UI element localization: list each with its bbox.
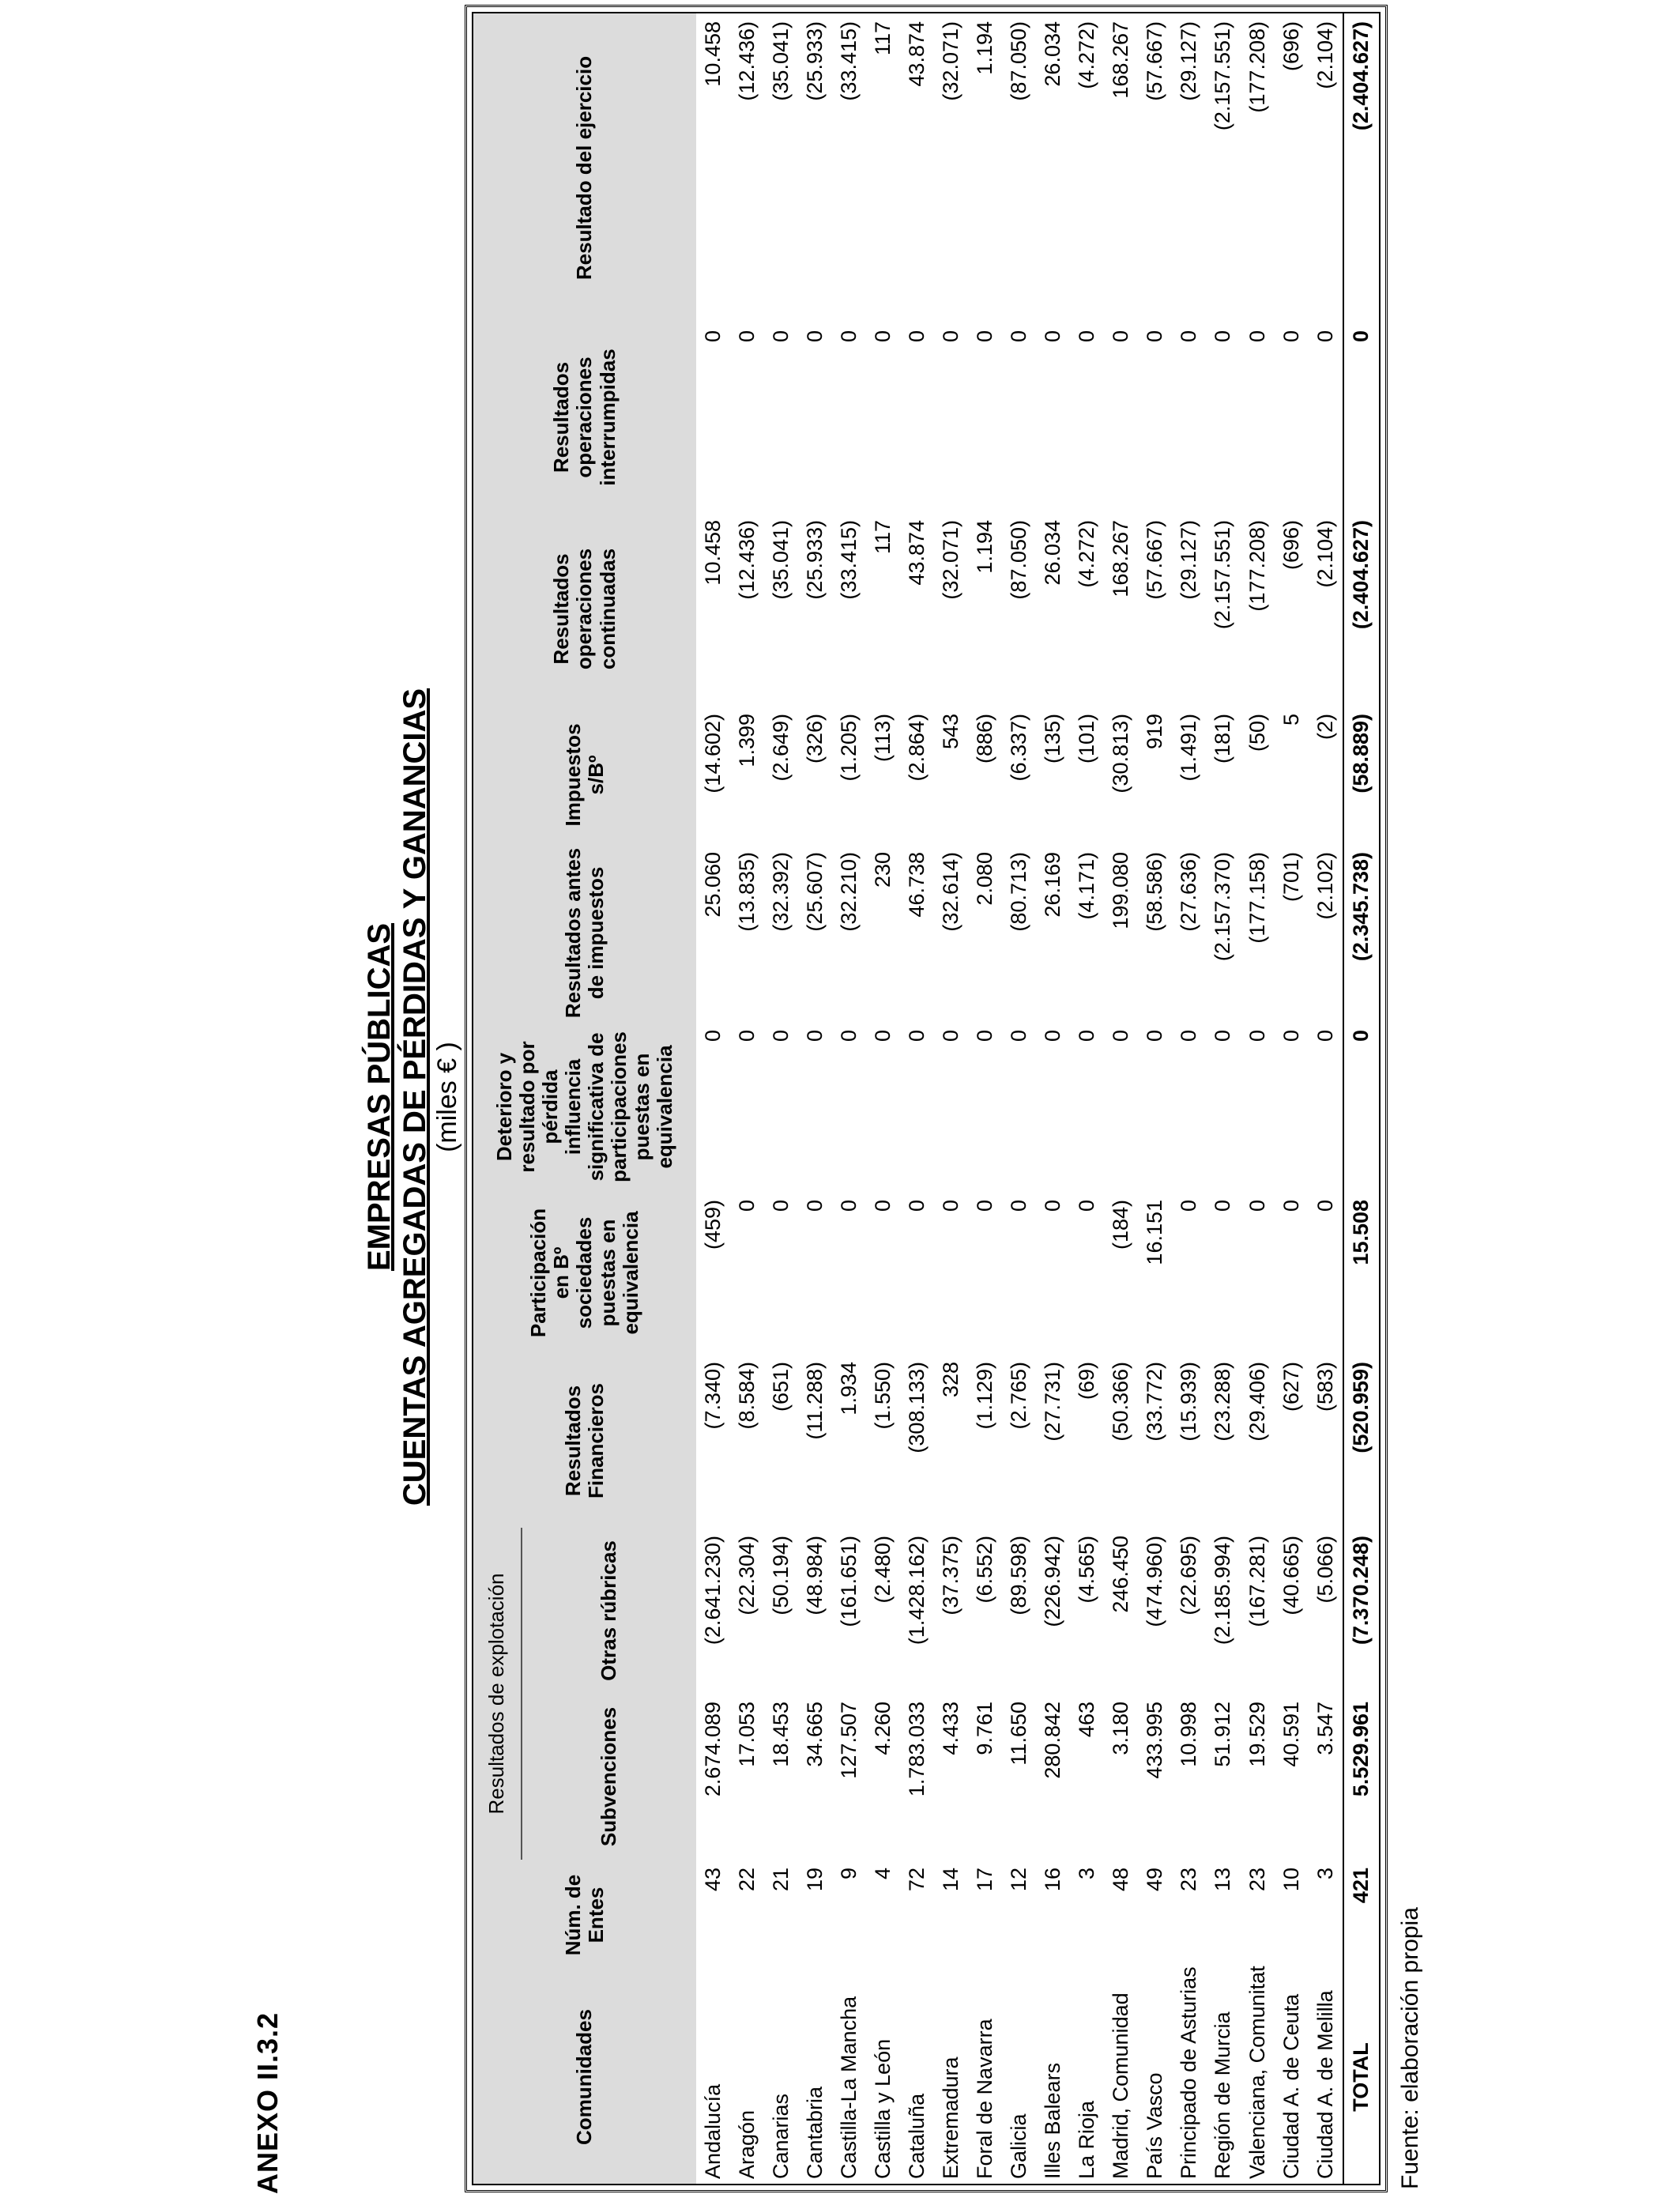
cell-impuestos: (2.864): [905, 713, 929, 782]
table-body: [696, 13, 1379, 2184]
cell-impuestos: (6.337): [1007, 713, 1031, 782]
cell-otras-rubricas: (5.066): [1313, 1535, 1337, 1604]
cell-financieros: (11.288): [803, 1361, 827, 1440]
cell-ejercicio: (35.041): [769, 21, 793, 101]
cell-interrumpidas: 0: [735, 330, 759, 343]
cell-comunidad: Andalucía: [701, 2083, 725, 2179]
table-row: [1309, 13, 1343, 2184]
cell-participacion: 16.151: [1143, 1199, 1167, 1265]
cell-deterioro: 0: [973, 1029, 997, 1042]
cell-continuadas: (696): [1279, 519, 1303, 571]
cell-subvenciones: 127.507: [837, 1702, 861, 1779]
cell-subvenciones: 34.665: [803, 1702, 827, 1767]
cell-comunidad: País Vasco: [1143, 2072, 1167, 2179]
header-explotacion-group: Resultados de explotación: [473, 1528, 522, 1860]
cell-impuestos: (135): [1041, 713, 1065, 764]
cell-impuestos: (2.649): [769, 713, 793, 782]
cell-continuadas: (25.933): [803, 519, 827, 600]
cell-subvenciones: 433.995: [1143, 1702, 1167, 1779]
cell-deterioro: 0: [1075, 1029, 1099, 1042]
cell-comunidad: Cantabria: [803, 2086, 827, 2179]
header-deterioro: Deterioro y resultado por pérdida influencia significativa de participaciones puestas en equivalencia: [473, 1022, 696, 1192]
cell-comunidad: Extremadura: [939, 2056, 963, 2179]
table-row: [1275, 13, 1309, 2184]
cell-continuadas: (29.127): [1177, 519, 1201, 600]
cell-ejercicio: (32.071): [939, 21, 963, 101]
cell-interrumpidas: 0: [837, 330, 861, 343]
cell-interrumpidas: 0: [905, 330, 929, 343]
cell-financieros: 328: [939, 1361, 963, 1398]
cell-comunidad: Foral de Navarra: [973, 2019, 997, 2179]
cell-participacion: 0: [735, 1199, 759, 1212]
cell-impuestos: 1.399: [735, 713, 759, 767]
cell-continuadas: (33.415): [837, 519, 861, 600]
cell-continuadas: (2.157.551): [1211, 519, 1235, 630]
cell-participacion: 0: [1007, 1199, 1031, 1212]
cell-participacion: 0: [939, 1199, 963, 1212]
table-row: [1138, 13, 1172, 2184]
table-frame: [465, 5, 1388, 2192]
cell-participacion: 0: [1313, 1199, 1337, 1212]
cell-continuadas: 1.194: [973, 519, 997, 574]
cell-antes-impuestos: 199.080: [1109, 851, 1133, 929]
cell-comunidad: Illes Balears: [1041, 2062, 1065, 2179]
cell-antes-impuestos: 25.060: [701, 851, 725, 918]
cell-ejercicio: (57.667): [1143, 21, 1167, 101]
cell-continuadas: 168.267: [1109, 519, 1133, 598]
cell-subvenciones: 40.591: [1279, 1702, 1303, 1767]
units-label: (miles € ): [432, 1042, 462, 1152]
cell-financieros: (1.129): [973, 1361, 997, 1430]
cell-num-entes: 49: [1143, 1868, 1167, 1892]
cell-continuadas: (2.404.627): [1343, 512, 1379, 706]
cell-otras-rubricas: (2.641.230): [701, 1535, 725, 1646]
header-subvenciones: Subvenciones: [522, 1694, 696, 1860]
cell-otras-rubricas: (474.960): [1143, 1535, 1167, 1627]
cell-interrumpidas: 0: [701, 330, 725, 343]
cell-continuadas: (57.667): [1143, 519, 1167, 600]
cell-otras-rubricas: (2.480): [871, 1535, 895, 1604]
cell-num-entes: 9: [837, 1868, 861, 1880]
cell-interrumpidas: 0: [1313, 330, 1337, 343]
header-ejercicio: Resultado del ejercicio: [473, 13, 696, 322]
cell-deterioro: 0: [1279, 1029, 1303, 1042]
table-row: [832, 13, 866, 2184]
cell-participacion: 0: [1245, 1199, 1269, 1212]
cell-participacion: 0: [837, 1199, 861, 1212]
header-antes-impuestos: Resultados antes de impuestos: [473, 844, 696, 1022]
cell-subvenciones: 2.674.089: [701, 1702, 725, 1797]
cell-deterioro: 0: [735, 1029, 759, 1042]
cell-comunidad: Castilla y León: [871, 2038, 895, 2179]
cell-deterioro: 0: [837, 1029, 861, 1042]
cell-financieros: (308.133): [905, 1361, 929, 1453]
cell-num-entes: 21: [769, 1868, 793, 1892]
cell-financieros: (15.939): [1177, 1361, 1201, 1442]
cell-comunidad: Cataluña: [905, 2093, 929, 2179]
cell-deterioro: 0: [1211, 1029, 1235, 1042]
cell-financieros: (23.288): [1211, 1361, 1235, 1442]
cell-otras-rubricas: (1.428.162): [905, 1535, 929, 1646]
table-row: [1172, 13, 1206, 2184]
cell-ejercicio: (4.272): [1075, 21, 1099, 89]
cell-interrumpidas: 0: [1075, 330, 1099, 343]
cell-deterioro: 0: [1177, 1029, 1201, 1042]
cell-impuestos: 543: [939, 713, 963, 750]
table-row: [1070, 13, 1104, 2184]
cell-antes-impuestos: (177.158): [1245, 851, 1269, 944]
cell-continuadas: 10.458: [701, 519, 725, 586]
cell-deterioro: 0: [939, 1029, 963, 1042]
cell-continuadas: (4.272): [1075, 519, 1099, 588]
cell-ejercicio: 26.034: [1041, 21, 1065, 87]
cell-ejercicio: (29.127): [1177, 21, 1201, 101]
cell-financieros: (520.959): [1343, 1354, 1379, 1528]
cell-deterioro: 0: [1343, 1022, 1379, 1192]
cell-deterioro: 0: [701, 1029, 725, 1042]
cell-otras-rubricas: 246.450: [1109, 1535, 1133, 1613]
cell-otras-rubricas: (22.304): [735, 1535, 759, 1615]
cell-otras-rubricas: (48.984): [803, 1535, 827, 1615]
cell-interrumpidas: 0: [1279, 330, 1303, 343]
cell-antes-impuestos: (25.607): [803, 851, 827, 932]
cell-interrumpidas: 0: [1041, 330, 1065, 343]
cell-ejercicio: (12.436): [735, 21, 759, 101]
table-inner-frame: [472, 12, 1381, 2185]
cell-num-entes: 421: [1343, 1860, 1379, 1970]
cell-continuadas: (12.436): [735, 519, 759, 600]
cell-impuestos: (50): [1245, 713, 1269, 752]
cell-ejercicio: 117: [871, 21, 895, 56]
cell-deterioro: 0: [1007, 1029, 1031, 1042]
cell-antes-impuestos: (2.157.370): [1211, 851, 1235, 962]
cell-financieros: (29.406): [1245, 1361, 1269, 1442]
cell-comunidad: Aragón: [735, 2109, 759, 2179]
table-row: [1036, 13, 1070, 2184]
cell-financieros: (651): [769, 1361, 793, 1412]
cell-interrumpidas: 0: [871, 330, 895, 343]
cell-impuestos: (101): [1075, 713, 1099, 764]
cell-num-entes: 23: [1245, 1868, 1269, 1892]
cell-continuadas: (32.071): [939, 519, 963, 600]
cell-num-entes: 4: [871, 1868, 895, 1880]
cell-impuestos: (14.602): [701, 713, 725, 794]
cell-participacion: 0: [803, 1199, 827, 1212]
cell-num-entes: 3: [1075, 1868, 1099, 1880]
cell-comunidad: Ciudad A. de Ceuta: [1279, 1993, 1303, 2179]
cell-deterioro: 0: [871, 1029, 895, 1042]
cell-financieros: (50.366): [1109, 1361, 1133, 1442]
cell-participacion: 0: [1041, 1199, 1065, 1212]
cell-ejercicio: 10.458: [701, 21, 725, 87]
cell-num-entes: 12: [1007, 1868, 1031, 1892]
cell-otras-rubricas: (2.185.994): [1211, 1535, 1235, 1646]
cell-otras-rubricas: (40.665): [1279, 1535, 1303, 1615]
cell-antes-impuestos: (58.586): [1143, 851, 1167, 932]
cell-ejercicio: (25.933): [803, 21, 827, 101]
cell-deterioro: 0: [803, 1029, 827, 1042]
cell-financieros: (7.340): [701, 1361, 725, 1430]
cell-num-entes: 13: [1211, 1868, 1235, 1892]
cell-comunidad: La Rioja: [1075, 2100, 1099, 2179]
cell-antes-impuestos: (32.210): [837, 851, 861, 932]
cell-num-entes: 43: [701, 1868, 725, 1892]
cell-antes-impuestos: (2.345.738): [1343, 844, 1379, 1022]
cell-ejercicio: 1.194: [973, 21, 997, 75]
cell-ejercicio: (87.050): [1007, 21, 1031, 101]
table-row: [1241, 13, 1275, 2184]
cell-otras-rubricas: (6.552): [973, 1535, 997, 1604]
cell-otras-rubricas: (89.598): [1007, 1535, 1031, 1615]
table-row: [764, 13, 798, 2184]
cell-antes-impuestos: (2.102): [1313, 851, 1337, 920]
cell-interrumpidas: 0: [1007, 330, 1031, 343]
cell-otras-rubricas: (22.695): [1177, 1535, 1201, 1615]
cell-participacion: (459): [701, 1199, 725, 1250]
cell-ejercicio: (177.208): [1245, 21, 1269, 113]
cell-financieros: (583): [1313, 1361, 1337, 1412]
table-row: [968, 13, 1002, 2184]
table-row: [1104, 13, 1138, 2184]
source-note: Fuente: elaboración propia: [1397, 1907, 1423, 2189]
cell-impuestos: (58.889): [1343, 706, 1379, 844]
cell-participacion: 0: [1279, 1199, 1303, 1212]
cell-subvenciones: 9.761: [973, 1702, 997, 1755]
table-row: [696, 13, 730, 2184]
cell-participacion: (184): [1109, 1199, 1133, 1250]
cell-num-entes: 10: [1279, 1868, 1303, 1892]
cell-continuadas: 117: [871, 519, 895, 555]
cell-financieros: (8.584): [735, 1361, 759, 1430]
cell-otras-rubricas: (226.942): [1041, 1535, 1065, 1627]
cell-interrumpidas: 0: [1343, 322, 1379, 512]
cell-otras-rubricas: (4.565): [1075, 1535, 1099, 1604]
table-row: [934, 13, 968, 2184]
cell-antes-impuestos: (13.835): [735, 851, 759, 932]
cell-otras-rubricas: (167.281): [1245, 1535, 1269, 1627]
cell-financieros: (69): [1075, 1361, 1099, 1400]
cell-subvenciones: 4.433: [939, 1702, 963, 1755]
header-otras-rubricas: Otras rúbricas: [522, 1528, 696, 1694]
annex-label: ANEXO II.3.2: [251, 2011, 284, 2194]
header-impuestos: Impuestos s/Bº: [473, 706, 696, 844]
cell-continuadas: (2.104): [1313, 519, 1337, 588]
accounts-table: [473, 13, 1379, 2184]
table-row: [900, 13, 934, 2184]
header-interrumpidas: Resultados operaciones interrumpidas: [473, 322, 696, 512]
cell-interrumpidas: 0: [1143, 330, 1167, 343]
cell-interrumpidas: 0: [973, 330, 997, 343]
cell-comunidad: Castilla-La Mancha: [837, 1996, 861, 2179]
cell-impuestos: (1.205): [837, 713, 861, 782]
cell-antes-impuestos: (701): [1279, 851, 1303, 903]
cell-num-entes: 3: [1313, 1868, 1337, 1880]
cell-subvenciones: 3.180: [1109, 1702, 1133, 1755]
total-row: [1343, 13, 1379, 2184]
cell-interrumpidas: 0: [1211, 330, 1235, 343]
cell-ejercicio: 168.267: [1109, 21, 1133, 99]
cell-deterioro: 0: [769, 1029, 793, 1042]
cell-financieros: (27.731): [1041, 1361, 1065, 1442]
cell-num-entes: 22: [735, 1868, 759, 1892]
cell-antes-impuestos: 230: [871, 851, 895, 888]
cell-deterioro: 0: [1313, 1029, 1337, 1042]
cell-subvenciones: 1.783.033: [905, 1702, 929, 1797]
cell-ejercicio: 43.874: [905, 21, 929, 87]
table-row: [1002, 13, 1036, 2184]
cell-impuestos: 919: [1143, 713, 1167, 750]
cell-antes-impuestos: 26.169: [1041, 851, 1065, 918]
table-header: [473, 13, 696, 2184]
cell-ejercicio: (696): [1279, 21, 1303, 72]
cell-continuadas: (87.050): [1007, 519, 1031, 600]
cell-continuadas: (177.208): [1245, 519, 1269, 612]
cell-num-entes: 17: [973, 1868, 997, 1892]
cell-otras-rubricas: (50.194): [769, 1535, 793, 1615]
cell-comunidad: Galicia: [1007, 2113, 1031, 2179]
cell-participacion: 0: [973, 1199, 997, 1212]
cell-subvenciones: 10.998: [1177, 1702, 1201, 1767]
cell-continuadas: 26.034: [1041, 519, 1065, 586]
cell-impuestos: (326): [803, 713, 827, 764]
cell-comunidad: Canarias: [769, 2093, 793, 2179]
cell-subvenciones: 18.453: [769, 1702, 793, 1767]
cell-impuestos: (1.491): [1177, 713, 1201, 782]
cell-subvenciones: 51.912: [1211, 1702, 1235, 1767]
cell-interrumpidas: 0: [1177, 330, 1201, 343]
cell-participacion: 0: [905, 1199, 929, 1212]
cell-subvenciones: 3.547: [1313, 1702, 1337, 1755]
cell-deterioro: 0: [905, 1029, 929, 1042]
cell-participacion: 0: [1177, 1199, 1201, 1212]
cell-interrumpidas: 0: [769, 330, 793, 343]
cell-comunidad: Principado de Asturias: [1177, 1966, 1201, 2179]
cell-impuestos: (113): [871, 713, 895, 763]
cell-participacion: 0: [1075, 1199, 1099, 1212]
cell-subvenciones: 11.650: [1007, 1702, 1031, 1766]
cell-num-entes: 19: [803, 1868, 827, 1892]
cell-ejercicio: (2.404.627): [1343, 13, 1379, 322]
cell-participacion: 15.508: [1343, 1192, 1379, 1354]
cell-otras-rubricas: (161.651): [837, 1535, 861, 1627]
cell-antes-impuestos: 46.738: [905, 851, 929, 918]
table-row: [1206, 13, 1240, 2184]
cell-ejercicio: (2.104): [1313, 21, 1337, 89]
cell-antes-impuestos: (80.713): [1007, 851, 1031, 932]
cell-ejercicio: (33.415): [837, 21, 861, 101]
cell-antes-impuestos: (32.614): [939, 851, 963, 932]
cell-interrumpidas: 0: [803, 330, 827, 343]
cell-num-entes: 72: [905, 1868, 929, 1892]
table-row: [730, 13, 764, 2184]
cell-comunidad: Madrid, Comunidad: [1109, 1992, 1133, 2179]
cell-deterioro: 0: [1143, 1029, 1167, 1042]
cell-antes-impuestos: (27.636): [1177, 851, 1201, 932]
cell-deterioro: 0: [1041, 1029, 1065, 1042]
cell-impuestos: (886): [973, 713, 997, 764]
cell-num-entes: 16: [1041, 1868, 1065, 1892]
cell-antes-impuestos: (32.392): [769, 851, 793, 932]
table-row: [798, 13, 832, 2184]
cell-antes-impuestos: (4.171): [1075, 851, 1099, 920]
cell-impuestos: 5: [1279, 713, 1303, 726]
cell-subvenciones: 4.260: [871, 1702, 895, 1755]
header-comunidades: Comunidades: [473, 1970, 696, 2184]
cell-financieros: (33.772): [1143, 1361, 1167, 1442]
cell-continuadas: 43.874: [905, 519, 929, 586]
cell-comunidad: Valenciana, Comunitat: [1245, 1966, 1269, 2179]
cell-subvenciones: 5.529.961: [1343, 1694, 1379, 1860]
title-entity: EMPRESAS PÚBLICAS: [362, 922, 397, 1272]
cell-interrumpidas: 0: [939, 330, 963, 343]
cell-antes-impuestos: 2.080: [973, 851, 997, 906]
cell-subvenciones: 19.529: [1245, 1702, 1269, 1767]
cell-financieros: (1.550): [871, 1361, 895, 1430]
cell-subvenciones: 280.842: [1041, 1702, 1065, 1779]
cell-financieros: 1.934: [837, 1361, 861, 1416]
cell-num-entes: 23: [1177, 1868, 1201, 1892]
header-participacion: Participación en Bº sociedades puestas en equivalencia: [473, 1192, 696, 1354]
cell-participacion: 0: [1211, 1199, 1235, 1212]
cell-otras-rubricas: (37.375): [939, 1535, 963, 1615]
cell-comunidad: TOTAL: [1343, 1970, 1379, 2184]
cell-comunidad: Ciudad A. de Melilla: [1313, 1990, 1337, 2179]
header-continuadas: Resultados operaciones continuadas: [473, 512, 696, 706]
cell-otras-rubricas: (7.370.248): [1343, 1528, 1379, 1694]
header-financieros: Resultados Financieros: [473, 1354, 696, 1528]
cell-interrumpidas: 0: [1109, 330, 1133, 343]
cell-deterioro: 0: [1245, 1029, 1269, 1042]
cell-impuestos: (2): [1313, 713, 1337, 740]
cell-impuestos: (30.813): [1109, 713, 1133, 794]
cell-impuestos: (181): [1211, 713, 1235, 764]
cell-continuadas: (35.041): [769, 519, 793, 600]
table-row: [866, 13, 900, 2184]
cell-financieros: (2.765): [1007, 1361, 1031, 1430]
cell-comunidad: Región de Murcia: [1211, 2011, 1235, 2179]
cell-ejercicio: (2.157.551): [1211, 21, 1235, 131]
cell-subvenciones: 463: [1075, 1702, 1099, 1738]
cell-deterioro: 0: [1109, 1029, 1133, 1042]
title-report: CUENTAS AGREGADAS DE PÉRDIDAS Y GANANCIAS: [397, 688, 432, 1506]
cell-subvenciones: 17.053: [735, 1702, 759, 1767]
cell-num-entes: 48: [1109, 1868, 1133, 1892]
cell-num-entes: 14: [939, 1868, 963, 1892]
header-num-entes: Núm. de Entes: [473, 1860, 696, 1970]
cell-participacion: 0: [871, 1199, 895, 1212]
cell-interrumpidas: 0: [1245, 330, 1269, 343]
cell-financieros: (627): [1279, 1361, 1303, 1412]
cell-participacion: 0: [769, 1199, 793, 1212]
